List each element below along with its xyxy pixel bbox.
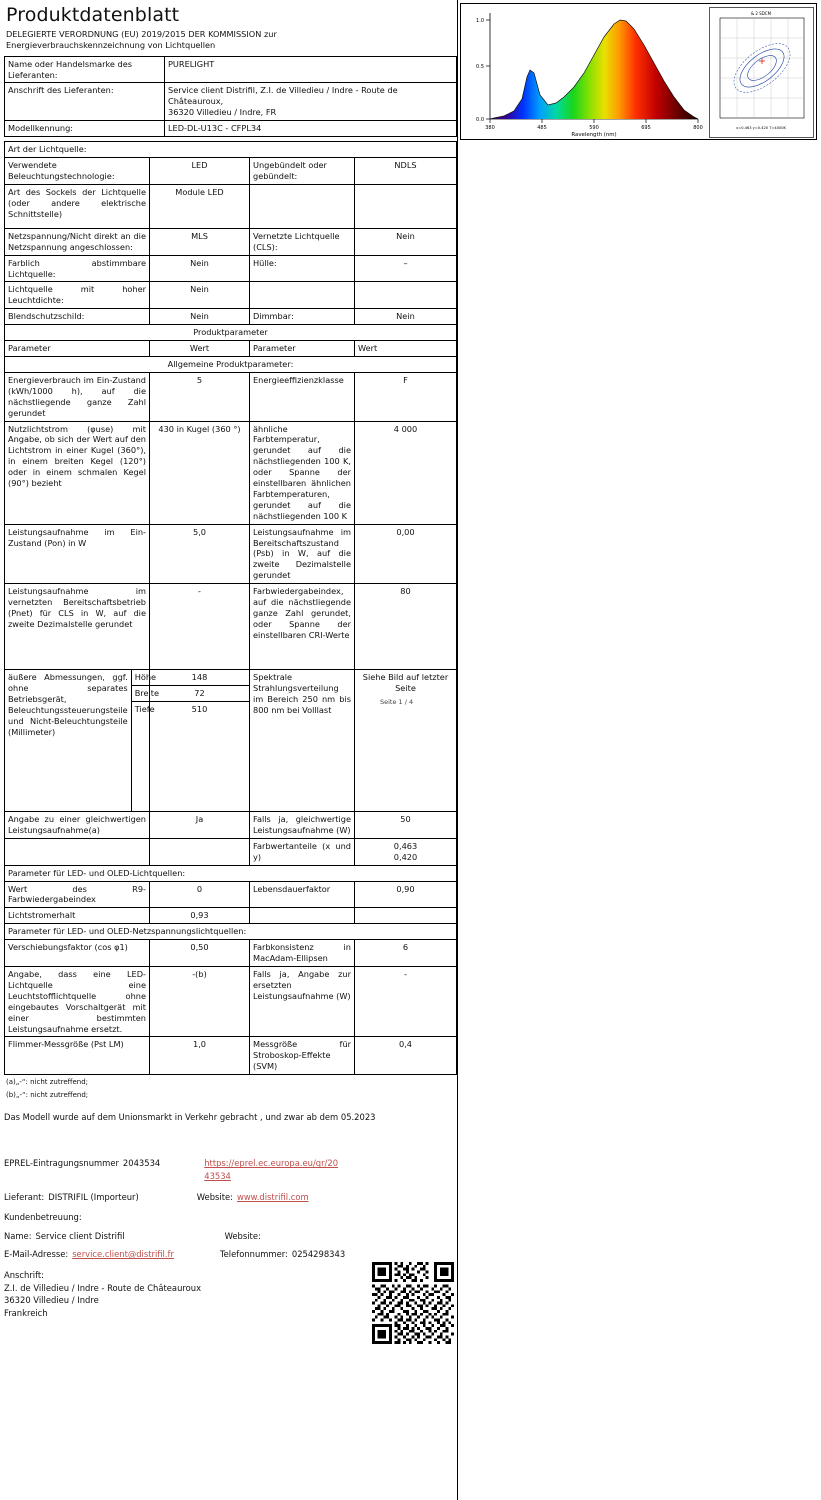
param-value: 0,90 bbox=[355, 881, 457, 908]
svg-text:& 2 SDCM: & 2 SDCM bbox=[750, 11, 772, 16]
led-oled-title: Parameter für LED- und OLED-Lichtquellen: bbox=[5, 865, 457, 881]
address-line2: 36320 Villedieu / Indre bbox=[4, 1295, 99, 1306]
macadam-chromaticity-chart bbox=[709, 7, 814, 138]
eprel-row bbox=[4, 1157, 456, 1182]
svg-text:0.0: 0.0 bbox=[476, 117, 484, 123]
param-value: 1,0 bbox=[150, 1037, 250, 1075]
light-source-table bbox=[4, 141, 457, 1075]
param-label: Farblich abstimmbare Lichtquelle: bbox=[5, 255, 150, 282]
table-row bbox=[5, 121, 457, 137]
supplier-value: DISTRIFIL (Importeur) bbox=[48, 1191, 139, 1202]
param-value: Nein bbox=[150, 282, 250, 309]
spectral-distribution-chart bbox=[464, 7, 704, 138]
general-params-title: Allgemeine Produktparameter: bbox=[5, 356, 457, 372]
email-label: E-Mail-Adresse: bbox=[4, 1249, 69, 1260]
table-row bbox=[5, 421, 457, 524]
param-value: F bbox=[355, 372, 457, 421]
col-header-value1: Wert bbox=[150, 341, 250, 357]
param-label: Hülle: bbox=[250, 255, 355, 282]
table-row bbox=[5, 1037, 457, 1075]
supplier-address-line1: Service client Distrifil, Z.I. de Villedieu / Indre - Route de Châteauroux, bbox=[168, 85, 398, 107]
table-row bbox=[5, 228, 457, 255]
param-label bbox=[250, 908, 355, 924]
param-label: Leistungsaufnahme im Bereitschaftszustand (Psb) in W, auf die zweite Dezimalstelle gerundet bbox=[250, 524, 355, 584]
table-row bbox=[5, 966, 457, 1036]
market-statement: Das Modell wurde auf dem Unionsmarkt in Verkehr gebracht , und zwar ab dem 05.2023 bbox=[4, 1111, 376, 1122]
table-row bbox=[5, 838, 457, 865]
param-value: Siehe Bild auf letzter Seite bbox=[355, 670, 457, 812]
table-row bbox=[5, 184, 457, 228]
param-label: Art des Sockels der Lichtquelle (oder andere elektrische Schnittstelle) bbox=[5, 184, 150, 228]
param-value: Nein bbox=[355, 309, 457, 325]
param-value: 0,00 bbox=[355, 524, 457, 584]
param-value: MLS bbox=[150, 228, 250, 255]
param-value: Nein bbox=[150, 255, 250, 282]
svg-text:0.5: 0.5 bbox=[476, 64, 484, 70]
col-header-param2: Parameter bbox=[250, 341, 355, 357]
website2-label: Website: bbox=[224, 1230, 261, 1241]
table-row bbox=[5, 881, 457, 908]
table-row bbox=[5, 372, 457, 421]
table-row bbox=[5, 924, 457, 940]
table-row bbox=[5, 865, 457, 881]
param-label: Energieverbrauch im Ein-Zustand (kWh/1000 h), auf die nächstliegende ganze Zahl gerundet bbox=[5, 372, 150, 421]
product-params-title: Produktparameter bbox=[5, 325, 457, 341]
param-value: 0,50 bbox=[150, 940, 250, 967]
page-title: Produktdatenblatt bbox=[6, 4, 180, 26]
address-title: Anschrift: bbox=[4, 1269, 44, 1280]
phone-value: 0254298343 bbox=[291, 1249, 346, 1260]
supplier-table bbox=[4, 56, 457, 137]
svg-text:380: 380 bbox=[485, 125, 495, 131]
address-line1: Z.I. de Villedieu / Indre - Route de Châteauroux bbox=[4, 1282, 202, 1293]
table-row bbox=[5, 940, 457, 967]
param-value bbox=[355, 184, 457, 228]
param-value: 5,0 bbox=[150, 524, 250, 584]
regulation-subtitle bbox=[6, 29, 456, 51]
dimension-value-width: 72 bbox=[150, 686, 250, 702]
param-value: 50 bbox=[355, 812, 457, 839]
supplier-address-line2: 36320 Villedieu / Indre, FR bbox=[168, 107, 277, 118]
model-value: LED-DL-U13C - CFPL34 bbox=[165, 121, 457, 137]
table-row bbox=[5, 309, 457, 325]
param-label: Ungebündelt oder gebündelt: bbox=[250, 158, 355, 185]
email-row bbox=[4, 1248, 456, 1261]
col-header-param1: Parameter bbox=[5, 341, 150, 357]
table-row bbox=[5, 255, 457, 282]
svg-text:695: 695 bbox=[641, 125, 651, 131]
param-value: 0,93 bbox=[150, 908, 250, 924]
footnote-a: (a)„-“: nicht zutreffend; bbox=[6, 1078, 89, 1087]
param-value: -(b) bbox=[150, 966, 250, 1036]
column-divider bbox=[457, 0, 458, 1500]
regulation-subtitle-line2: Energieverbrauchskennzeichnung von Lichtquellen bbox=[6, 39, 216, 50]
param-label: Lebensdauerfaktor bbox=[250, 881, 355, 908]
param-value: LED bbox=[150, 158, 250, 185]
param-label: Verschiebungsfaktor (cos φ1) bbox=[5, 940, 150, 967]
support-title: Kundenbetreuung: bbox=[4, 1212, 82, 1223]
param-label: Angabe, dass eine LED-Lichtquelle eine Leuchtstofflichtquelle ohne eingebautes Vorschaltgerät mit einer bestimmten Leistungsaufnahme ersetzt. bbox=[5, 966, 150, 1036]
dimension-name-height: Höhe bbox=[132, 670, 162, 686]
param-label: Falls ja, gleichwertige Leistungsaufnahme (W) bbox=[250, 812, 355, 839]
dimension-name-width: Breite bbox=[132, 686, 162, 702]
param-value: 6 bbox=[355, 940, 457, 967]
svg-text:1.0: 1.0 bbox=[476, 18, 484, 24]
param-label: Flimmer-Messgröße (Pst LM) bbox=[5, 1037, 150, 1075]
regulation-subtitle-line1: DELEGIERTE VERORDNUNG (EU) 2019/2015 DER KOMMISSION zur bbox=[6, 29, 277, 39]
param-label: Netzspannung/Nicht direkt an die Netzspannung angeschlossen: bbox=[5, 228, 150, 255]
param-label: Farbkonsistenz in MacAdam-Ellipsen bbox=[250, 940, 355, 967]
left-column bbox=[4, 4, 456, 1319]
address-line3: Frankreich bbox=[4, 1307, 48, 1318]
table-row bbox=[5, 56, 457, 83]
svg-text:590: 590 bbox=[589, 125, 599, 131]
param-label: Verwendete Beleuchtungstechnologie: bbox=[5, 158, 150, 185]
charts-panel bbox=[460, 3, 817, 140]
param-label: Blendschutzschild: bbox=[5, 309, 150, 325]
eprel-label: EPREL-Eintragungsnummer bbox=[4, 1158, 119, 1169]
param-label: Spektrale Strahlungsverteilung im Bereich 250 nm bis 800 nm bei Volllast bbox=[250, 670, 355, 812]
param-label: Lichtstromerhalt bbox=[5, 908, 150, 924]
param-label: Dimmbar: bbox=[250, 309, 355, 325]
dimensions-label-text: äußere Abmessungen, ggf. ohne separates Betriebsgerät, Beleuchtungssteuerungsteile und Nicht-Beleuchtungsteile (Millimeter) bbox=[5, 670, 131, 811]
equivalent-power-label bbox=[5, 812, 150, 839]
supplier-address-value bbox=[165, 83, 457, 121]
table-row bbox=[5, 524, 457, 584]
supplier-address-label: Anschrift des Lieferanten: bbox=[5, 83, 165, 121]
page-number: Seite 1 / 4 bbox=[380, 698, 414, 706]
param-label: Lichtquelle mit hoher Leuchtdichte: bbox=[5, 282, 150, 309]
svg-text:485: 485 bbox=[537, 125, 547, 131]
param-value: 4 000 bbox=[355, 421, 457, 524]
param-value: - bbox=[355, 966, 457, 1036]
table-row bbox=[5, 325, 457, 341]
table-row bbox=[5, 158, 457, 185]
param-label: Farbwertanteile (x und y) bbox=[250, 838, 355, 865]
table-row bbox=[5, 282, 457, 309]
param-label: Leistungsaufnahme im Ein-Zustand (Pon) in W bbox=[5, 524, 150, 584]
empty-cell bbox=[150, 838, 250, 865]
equivalent-power-value: Ja bbox=[150, 812, 250, 839]
param-value: 0,4 bbox=[355, 1037, 457, 1075]
website-value[interactable]: www.distrifil.com bbox=[236, 1191, 309, 1202]
dimension-name-depth: Tiefe bbox=[134, 704, 155, 714]
param-label: Farbwiedergabeindex, auf die nächstliegende ganze Zahl gerundet, oder Spanne der einstellbaren CRI-Werte bbox=[250, 584, 355, 670]
mains-title: Parameter für LED- und OLED-Netzspannungslichtquellen: bbox=[5, 924, 457, 940]
param-value: 5 bbox=[150, 372, 250, 421]
equivalent-power-label-text: Angabe zu einer gleichwertigen Leistungsaufnahme(a) bbox=[8, 814, 146, 835]
website-label: Website: bbox=[196, 1191, 233, 1202]
param-label: Wert des R9-Farbwiedergabeindex bbox=[5, 881, 150, 908]
table-row bbox=[5, 341, 457, 357]
param-label: Messgröße für Stroboskop-Effekte (SVM) bbox=[250, 1037, 355, 1075]
param-label bbox=[250, 282, 355, 309]
param-label: Leistungsaufnahme im vernetzten Bereitschaftsbetrieb (Pnet) für CLS in W, auf die zweite Dezimalstelle gerundet bbox=[5, 584, 150, 670]
supplier-label: Lieferant: bbox=[4, 1191, 45, 1202]
dimension-value-depth: 510 bbox=[150, 702, 250, 812]
empty-cell bbox=[5, 838, 150, 865]
chromaticity-y: 0,420 bbox=[393, 851, 418, 862]
param-value: Nein bbox=[150, 309, 250, 325]
table-row bbox=[5, 584, 457, 670]
brand-value: PURELIGHT bbox=[165, 56, 457, 83]
param-label: Falls ja, Angabe zur ersetzten Leistungsaufnahme (W) bbox=[250, 966, 355, 1036]
param-label: Vernetzte Lichtquelle (CLS): bbox=[250, 228, 355, 255]
table-row bbox=[5, 908, 457, 924]
svg-text:x=0.463 y=0.420 T=4000K: x=0.463 y=0.420 T=4000K bbox=[736, 126, 786, 130]
param-value: Nein bbox=[355, 228, 457, 255]
param-value: 430 in Kugel (360 °) bbox=[150, 421, 250, 524]
param-value: NDLS bbox=[355, 158, 457, 185]
eprel-url-line2[interactable]: 43534 bbox=[204, 1170, 231, 1181]
brand-label: Name oder Handelsmarke des Lieferanten: bbox=[5, 56, 165, 83]
param-value bbox=[355, 908, 457, 924]
table-row bbox=[5, 670, 457, 686]
chromaticity-values bbox=[355, 838, 457, 865]
eprel-value: 2043534 bbox=[122, 1158, 161, 1169]
name-label: Name: bbox=[4, 1230, 32, 1241]
dimension-value-height: 148 bbox=[150, 670, 250, 686]
chromaticity-x: 0,463 bbox=[393, 840, 418, 851]
phone-label: Telefonnummer: bbox=[219, 1249, 288, 1260]
table-row bbox=[5, 812, 457, 839]
footnote-b: (b)„-“: nicht zutreffend; bbox=[6, 1090, 89, 1099]
light-source-section-title: Art der Lichtquelle: bbox=[5, 142, 457, 158]
table-row bbox=[5, 356, 457, 372]
table-row bbox=[5, 142, 457, 158]
supplier-row bbox=[4, 1191, 456, 1204]
qr-code bbox=[372, 1262, 454, 1344]
email-value[interactable]: service.client@distrifil.fr bbox=[72, 1249, 174, 1260]
model-label: Modellkennung: bbox=[5, 121, 165, 137]
svg-text:Ravelength (nm): Ravelength (nm) bbox=[571, 132, 617, 138]
param-value bbox=[355, 282, 457, 309]
name-row bbox=[4, 1230, 456, 1243]
param-value: 80 bbox=[355, 584, 457, 670]
param-label: ähnliche Farbtemperatur, gerundet auf die nächstliegenden 100 K, oder Spanne der einstellbaren ähnlichen Farbtemperaturen, gerundet auf die nächstliegenden 100 K bbox=[250, 421, 355, 524]
dimensions-label bbox=[5, 670, 160, 812]
param-value: - bbox=[150, 584, 250, 670]
param-value: – bbox=[355, 255, 457, 282]
param-value: Module LED bbox=[150, 184, 250, 228]
eprel-url-line1[interactable]: https://eprel.ec.europa.eu/qr/20 bbox=[204, 1158, 339, 1169]
param-value: 0 bbox=[150, 881, 250, 908]
col-header-value2: Wert bbox=[355, 341, 457, 357]
param-label: Energieeffizienzklasse bbox=[250, 372, 355, 421]
table-row bbox=[5, 83, 457, 121]
param-label bbox=[250, 184, 355, 228]
name-value: Service client Distrifil bbox=[35, 1230, 125, 1241]
svg-text:800: 800 bbox=[693, 125, 703, 131]
param-label: Nutzlichtstrom (φuse) mit Angabe, ob sich der Wert auf den Lichtstrom in einer Kugel (360°), in einem breiten Kegel (120°) oder in einem schmalen Kegel (90°) bezieht bbox=[5, 421, 150, 524]
